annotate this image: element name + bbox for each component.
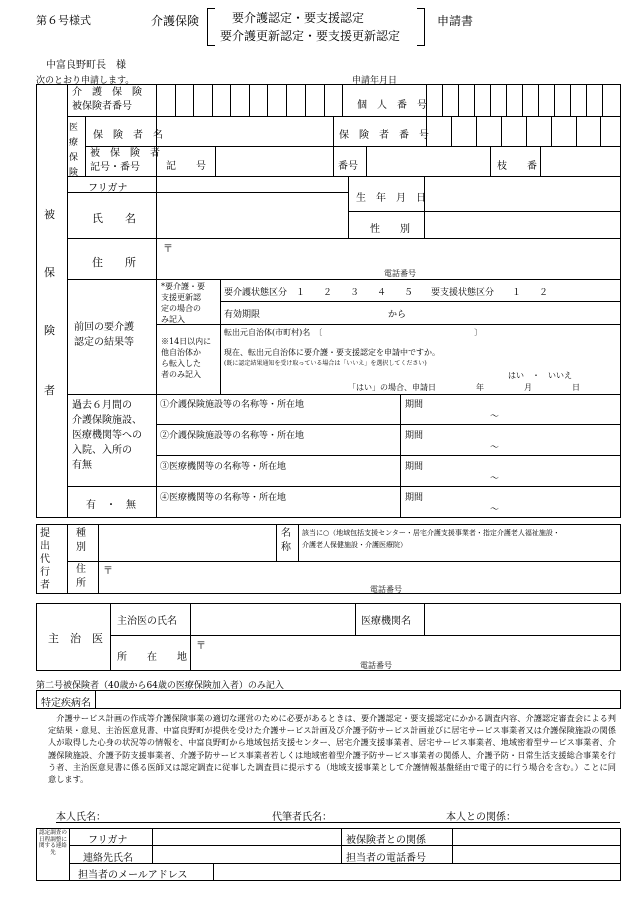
- right-bracket: [417, 8, 425, 46]
- tilde-1: ～: [490, 412, 500, 422]
- insured-number-label: 介 護 保 険 被保険者番号: [72, 87, 142, 112]
- agent-postal-mark: 〒: [103, 566, 113, 577]
- transfer-question: 現在、転出元自治体に要介護・要支援認定を申請中ですか。: [224, 348, 440, 357]
- phone-label: 電話番号: [384, 269, 416, 278]
- bango-label: 番号: [338, 161, 358, 172]
- disease-row: [36, 690, 621, 709]
- disease-label: 特定疾病名: [41, 698, 91, 709]
- period-4-label: 期間: [405, 493, 424, 503]
- yes-no-choice[interactable]: はい ・ いいえ: [508, 371, 572, 380]
- tilde-4: ～: [490, 505, 500, 515]
- contact-furigana-label: フリガナ: [88, 835, 128, 846]
- doctor-name-label: 主治医の氏名: [117, 616, 177, 627]
- transfer-origin: 転出元自治体(市町村)名 〔 〕: [224, 328, 483, 337]
- contact-name-label: 連絡先氏名: [83, 853, 133, 864]
- transfer-note: ※14日以内に 他自治体か ら転入した 者のみ記入: [161, 337, 212, 379]
- from-label: から: [388, 310, 407, 320]
- agent-address-label: 住所: [76, 564, 86, 589]
- period-1-label: 期間: [405, 400, 424, 410]
- insurer-name-label: 保 険 者 名: [93, 130, 163, 141]
- agent-type-check-2: 介護老人保健施設・介護医療院）: [302, 541, 407, 549]
- agent-signature-label: 代筆者氏名：: [272, 812, 332, 823]
- contact-email-label: 担当者のメールアドレス: [78, 870, 188, 881]
- addressee: 中富良野町長 様: [46, 60, 126, 71]
- agent-type-check[interactable]: 該当に○（地域包括支援センター・居宅介護支援事業者・指定介護老人福祉施設・: [302, 529, 560, 537]
- title-prefix: 介護保険: [151, 14, 200, 28]
- doctor-phone-label: 電話番号: [360, 661, 392, 670]
- period-2-label: 期間: [405, 431, 424, 441]
- contact-side-label: 認定調査の日程調整に関する連絡先: [39, 830, 67, 856]
- insured-section-label: 被: [44, 208, 55, 221]
- if-yes-date: 「はい」の場合、申請日 年 月 日: [348, 383, 580, 392]
- sex-label: 性 別: [370, 224, 410, 235]
- furigana-label: フリガナ: [88, 183, 128, 194]
- facility-3-label: ③医療機関等の名称等・所在地: [160, 462, 287, 472]
- tilde-2: ～: [490, 443, 500, 453]
- application-date-label: 申請年月日: [352, 76, 398, 86]
- medical-insurance-label: 医療保険: [69, 123, 79, 178]
- agent-name-label: 名称: [281, 528, 291, 553]
- contact-phone-label: 担当者の電話番号: [346, 853, 426, 864]
- insurer-number-label: 保 険 者 番 号: [339, 130, 429, 141]
- birth-date-label: 生 年 月 日: [356, 193, 426, 204]
- past-six-months-label: 過去６月間の 介護保険施設、 医療機関等への 入院、入所の 有無: [72, 400, 142, 471]
- previous-result-label: 前回の要介護 認定の結果等: [74, 322, 134, 348]
- kigo-label: 記 号: [166, 161, 206, 172]
- renewal-note: *要介護・要 支援更新認 定の場合の み記入: [161, 282, 205, 324]
- doctor-postal-mark: 〒: [196, 641, 206, 652]
- insured-symbol-label: 被 保 険 者 記号・番号: [90, 148, 160, 173]
- doctor-address-label: 所 在 地: [117, 652, 187, 663]
- address-label: 住 所: [92, 256, 136, 269]
- agent-phone-label: 電話番号: [370, 585, 402, 594]
- transfer-question-note: (既に認定結果通知を受け取っている場合は「いいえ」を選択してください): [224, 360, 427, 367]
- contact-relation-label: 被保険者との関係: [346, 835, 426, 846]
- title-line-1: 要介護認定・要支援認定: [232, 11, 365, 25]
- facility-2-label: ②介護保険施設等の名称等・所在地: [160, 431, 305, 441]
- postal-mark: 〒: [163, 244, 173, 255]
- care-level-row: 要介護状態区分 １ ２ ３ ４ ５ 要支援状態区分 １ ２: [224, 288, 549, 298]
- tilde-3: ～: [490, 474, 500, 484]
- facility-4-label: ④医療機関等の名称等・所在地: [160, 493, 287, 503]
- title-line-2: 要介護更新認定・要支援更新認定: [220, 29, 401, 43]
- clinic-name-label: 医療機関名: [361, 616, 411, 627]
- intro-text: 次のとおり申請します。: [36, 76, 135, 86]
- period-3-label: 期間: [405, 462, 424, 472]
- relation-label: 本人との関係：: [446, 812, 516, 823]
- valid-period-label: 有効期限: [224, 310, 261, 320]
- name-label: 氏 名: [92, 212, 136, 225]
- doctor-label: 主 治 医: [48, 632, 103, 645]
- edaban-label: 枝 番: [497, 161, 537, 172]
- presence-choice[interactable]: 有 ・ 無: [86, 500, 136, 511]
- form-number: 第６号様式: [36, 14, 91, 27]
- consent-text: 介護サービス計画の作成等介護保険事業の適切な運営のために必要があるときは、要介護認定・要支援認定にかかる調査内容、介護認定審査会による判定結果・意見、主治医意見書、中富良野町が提供を受けた介護サービス計画及び介護予防サービス計画並びに居宅サービス事業者又は介護保険施設の関係人が取得した心身の状況等の情報を、中富良野町から地域包括支援センター、居宅介護支援事業者、居宅サービス事業者、地域密着型サービス事業者、介護保険施設、介護予防支援事業者、介護予防サービス事業者若しくは地域密着型介護予防サービス事業者の関係人、介護予防・日常生活支援総合事業を行う者、主治医意見書に係る医師又は認定調査に従事した調査員に提示する（地域支援事業として介護情報基盤経由で電子的に行う場合を含む。）ことに同意します。: [48, 713, 616, 785]
- self-name-label: 本人氏名：: [56, 812, 106, 823]
- title-suffix: 申請書: [437, 14, 474, 28]
- type2-note: 第二号被保険者（40歳から64歳の医療保険加入者）のみ記入: [36, 681, 284, 691]
- agent-type-label: 種別: [76, 528, 86, 553]
- agent-label: 提出代行者: [40, 528, 50, 591]
- personal-number-label: 個 人 番 号: [357, 100, 427, 111]
- facility-1-label: ①介護保険施設等の名称等・所在地: [160, 400, 305, 410]
- left-bracket: [207, 8, 215, 46]
